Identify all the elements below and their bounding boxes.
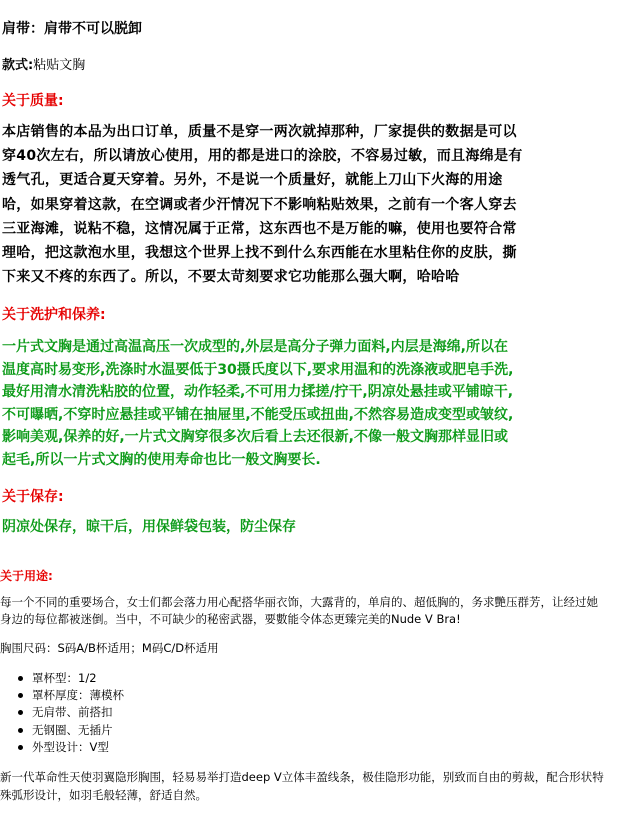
quality-line: 哈，如果穿着这款，在空调或者少汗情况下不影响粘贴效果，之前有一个客人穿去 [2, 196, 517, 213]
list-item [18, 739, 124, 756]
storage-heading: 关于保存: [2, 489, 64, 505]
usage-line: 身边的每位都被迷倒。当中，不可缺少的秘密武器，要數能令体态更臻完美的Nude V Bra! [0, 612, 461, 626]
feature-text: 无钢圈、无插片 [32, 722, 113, 737]
style-value: 粘贴文胸 [33, 58, 86, 73]
care-line: 一片式文胸是通过高温高压一次成型的,外层是高分子弹力面料,内层是海绵,所以在 [2, 339, 508, 355]
usage-line: 每一个不同的重要场合，女士们都会落力用心配搭华丽衣饰，大露背的，单肩的、超低胸的，务求艷压群芳，让经过她 [0, 595, 598, 609]
design-line: 殊弧形设计，如羽毛般轻薄，舒适自然。 [0, 788, 207, 802]
list-item [18, 670, 124, 687]
bullet-icon [18, 710, 23, 715]
care-paragraph [2, 336, 606, 471]
list-item [18, 722, 124, 739]
size-info: 胸围尺码：S码A/B杯适用；M码C/D杯适用 [0, 641, 219, 655]
strap-info: 肩带：肩带不可以脱卸 [2, 21, 142, 37]
feature-text: 罩杯型：1/2 [32, 671, 97, 685]
bullet-icon [18, 693, 23, 698]
care-line: 影响美观,保养的好,一片式文胸穿很多次后看上去还很新,不像一般文胸那样显旧或 [2, 429, 508, 445]
usage-heading: 关于用途: [0, 569, 53, 583]
care-line: 最好用清水清洗粘胶的位置，动作轻柔,不可用力揉搓/拧干,阴凉处悬挂或平铺晾干, [2, 384, 514, 400]
care-line: 不可曝晒,不穿时应悬挂或平铺在抽屉里,不能受压或扭曲,不然容易造成变型或皱纹, [2, 406, 514, 423]
usage-paragraph [0, 594, 612, 628]
quality-line: 理哈，把这款泡水里，我想这个世界上找不到什么东西能在水里粘住你的皮肤，撕 [2, 245, 517, 262]
list-item [18, 687, 124, 704]
quality-line: 穿40次左右，所以请放心使用，用的都是进口的涂胶，不容易过敏，而且海绵是有 [2, 148, 523, 165]
quality-line: 本店销售的本品为出口订单，质量不是穿一两次就掉那种，厂家提供的数据是可以 [2, 124, 517, 140]
style-label: 款式: [2, 58, 34, 73]
list-item [18, 704, 124, 721]
care-line: 温度高时易变形,洗涤时水温要低于30摄氏度以下,要求用温和的洗涤液或肥皂手洗, [2, 361, 514, 378]
feature-list [18, 670, 124, 756]
quality-line: 三亚海滩，说粘不稳，这情况属于正常，这东西也不是万能的嘛，使用也要符合常 [2, 220, 517, 237]
quality-heading: 关于质量: [2, 93, 64, 109]
design-paragraph [0, 768, 612, 804]
feature-text: 罩杯厚度：薄模杯 [32, 688, 124, 703]
style-info [2, 54, 85, 73]
care-heading: 关于洗护和保养: [2, 307, 106, 323]
quality-line: 透气孔，更适合夏天穿着。另外，不是说一个质量好，就能上刀山下火海的用途 [2, 172, 503, 189]
bullet-icon [18, 728, 23, 733]
feature-text: 无肩带、前搭扣 [32, 705, 113, 720]
storage-text: 阴凉处保存，晾干后，用保鲜袋包装，防尘保存 [2, 519, 296, 535]
quality-paragraph [2, 120, 606, 289]
quality-line: 下来又不疼的东西了。所以，不要太苛刻要求它功能那么强大啊，哈哈哈 [2, 269, 460, 286]
feature-text: 外型设计：V型 [32, 739, 109, 754]
care-line: 起毛,所以一片式文胸的使用寿命也比一般文胸要长. [2, 451, 321, 468]
design-line: 新一代革命性天使羽翼隐形胸围，轻易易举打造deep V立体丰盈线条，极佳隐形功能，别致而自由的剪裁，配合形状特 [0, 770, 604, 784]
bullet-icon [18, 676, 23, 681]
bullet-icon [18, 745, 23, 750]
